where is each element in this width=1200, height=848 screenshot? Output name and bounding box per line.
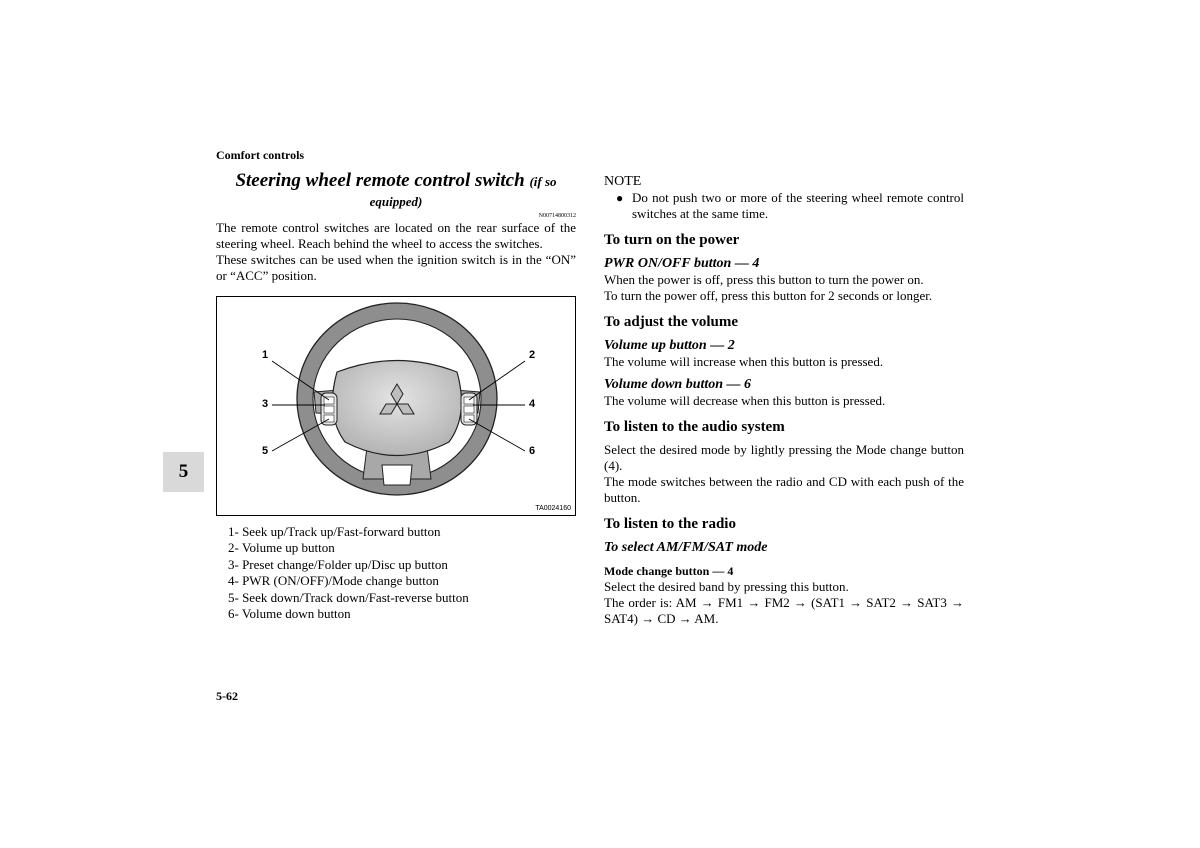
chapter-tab: 5 bbox=[163, 452, 204, 492]
subheading-volume-up: Volume up button — 2 bbox=[604, 338, 735, 353]
bullet-icon: ● bbox=[616, 191, 624, 205]
volume-up-text: The volume will increase when this button is pressed. bbox=[604, 354, 884, 369]
audio-mode-text: Select the desired mode by lightly pressing the Mode change button (4). bbox=[604, 442, 964, 473]
page-number: 5-62 bbox=[216, 689, 238, 703]
callout-1: 1 bbox=[262, 349, 269, 361]
note-item bbox=[604, 190, 964, 222]
heading-turn-on-power: To turn on the power bbox=[604, 232, 740, 248]
volume-down-text: The volume will decrease when this button is pressed. bbox=[604, 393, 886, 408]
airbag-hub bbox=[333, 361, 462, 456]
section-title-main: Steering wheel remote control switch bbox=[235, 170, 525, 191]
figure-code: TA0024160 bbox=[535, 505, 571, 512]
legend-item: 4- PWR (ON/OFF)/Mode change button bbox=[228, 573, 439, 589]
callout-6: 6 bbox=[529, 445, 536, 457]
subheading-select-mode: To select AM/FM/SAT mode bbox=[604, 540, 768, 555]
audio-switch-text: The mode switches between the radio and CD with each push of the button. bbox=[604, 474, 964, 505]
heading-radio: To listen to the radio bbox=[604, 516, 736, 532]
legend-item: 2- Volume up button bbox=[228, 540, 335, 556]
legend-item: 3- Preset change/Folder up/Disc up button bbox=[228, 556, 448, 572]
power-off-text: To turn the power off, press this button for 2 seconds or longer. bbox=[604, 288, 933, 303]
minor-heading-mode-change: Mode change button — 4 bbox=[604, 564, 734, 578]
running-header: Comfort controls bbox=[216, 148, 305, 162]
legend-item: 6- Volume down button bbox=[228, 606, 351, 622]
note-text: Do not push two or more of the steering wheel remote control switches at the same time. bbox=[632, 190, 964, 221]
left-switch-cluster bbox=[321, 393, 337, 425]
heading-adjust-volume: To adjust the volume bbox=[604, 314, 739, 330]
callout-4: 4 bbox=[529, 398, 536, 410]
right-switch-cluster bbox=[461, 393, 477, 425]
legend-item: 5- Seek down/Track down/Fast-reverse button bbox=[228, 589, 469, 605]
document-code: N00714800312 bbox=[538, 213, 576, 219]
steering-wheel-figure bbox=[216, 296, 576, 516]
subheading-pwr-button: PWR ON/OFF button — 4 bbox=[604, 256, 760, 271]
steering-wheel-illustration bbox=[217, 297, 575, 515]
band-order-text: The order is: AM → FM1 → FM2 → (SAT1 → SAT2 → SAT3 → SAT4) → CD → AM. bbox=[604, 595, 964, 626]
subheading-volume-down: Volume down button — 6 bbox=[604, 377, 752, 392]
callout-2: 2 bbox=[529, 349, 536, 361]
power-on-text: When the power is off, press this button to turn the power on. bbox=[604, 272, 924, 287]
band-select-text: Select the desired band by pressing this button. bbox=[604, 579, 849, 594]
section-title bbox=[216, 170, 576, 210]
section-title-qualifier: (if so bbox=[529, 174, 557, 189]
section-title-continuation: equipped) bbox=[369, 194, 423, 209]
right-column bbox=[604, 174, 964, 627]
figure-legend bbox=[228, 524, 576, 622]
callout-3: 3 bbox=[262, 398, 269, 410]
left-column bbox=[216, 170, 576, 622]
intro-paragraph: The remote control switches are located on the rear surface of the steering wheel. Reach behind the wheel to access the switches. bbox=[216, 220, 576, 251]
usage-paragraph: These switches can be used when the ignition switch is in the “ON” or “ACC” position. bbox=[216, 252, 576, 283]
callout-5: 5 bbox=[262, 445, 269, 457]
note-title: NOTE bbox=[604, 174, 642, 189]
legend-item: 1- Seek up/Track up/Fast-forward button bbox=[228, 524, 441, 539]
heading-audio-system: To listen to the audio system bbox=[604, 419, 785, 435]
